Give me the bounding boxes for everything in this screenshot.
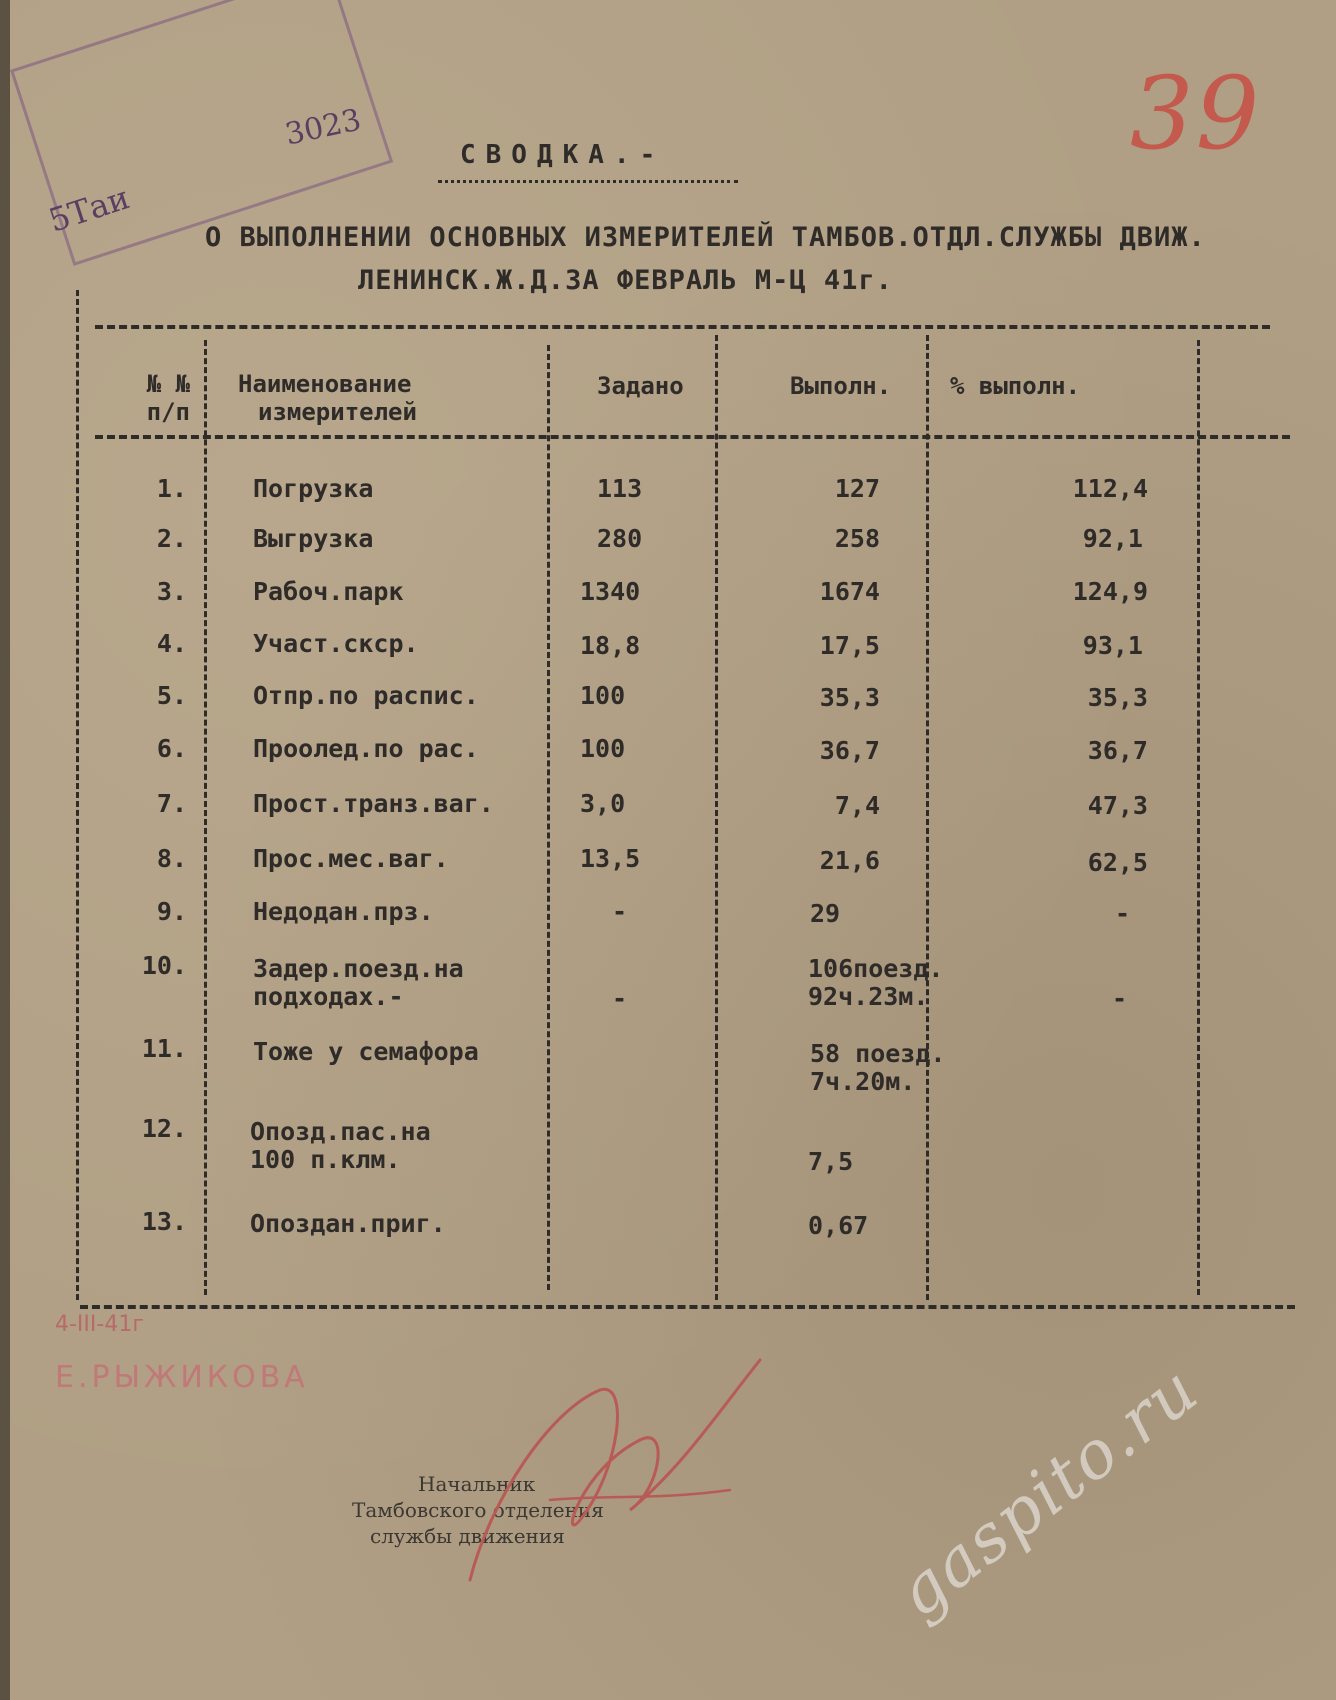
row-num: 2. — [156, 524, 187, 553]
row-percent: 62,5 — [1087, 848, 1148, 877]
row-percent: - — [1115, 899, 1131, 928]
row-name — [250, 1118, 431, 1174]
row-name: Прос.мес.ваг. — [253, 844, 449, 873]
row-num: 4. — [156, 629, 187, 658]
table-header-rule — [95, 435, 1290, 439]
header-num-line2: п/п — [146, 398, 190, 426]
row-done: 0,67 — [808, 1211, 869, 1240]
document-heading: СВОДКА.- — [460, 140, 666, 170]
row-percent: 36,7 — [1087, 736, 1148, 765]
signature-line2: Тамбовского отделения — [352, 1498, 604, 1522]
row-done-line1: 58 поезд. — [810, 1039, 946, 1068]
table-col-divider-1 — [204, 340, 207, 1295]
header-name-line1: Наименование — [238, 370, 412, 398]
row-planned: 3,0 — [580, 789, 626, 818]
row-done: 36,7 — [819, 736, 880, 765]
row-done: 7,5 — [808, 1147, 854, 1176]
row-percent: 92,1 — [1082, 524, 1143, 553]
row-done: 1674 — [819, 577, 880, 606]
row-num: 7. — [156, 789, 187, 818]
row-done: 127 — [834, 474, 880, 503]
row-done: 29 — [810, 899, 841, 928]
signature-line1: Начальник — [418, 1472, 536, 1496]
document-subtitle-line1: О ВЫПОЛНЕНИИ ОСНОВНЫХ ИЗМЕРИТЕЛЕЙ ТАМБОВ.ОТДЛ.СЛУЖБЫ ДВИЖ. — [205, 222, 1206, 253]
row-done: 35,3 — [819, 683, 880, 712]
row-name: Рабоч.парк — [253, 577, 404, 606]
row-planned: 18,8 — [580, 631, 641, 660]
row-done-line2: 7ч.20м. — [810, 1067, 916, 1096]
row-name-line2: 100 п.клм. — [250, 1145, 401, 1174]
row-done-line1: 106поезд. — [808, 954, 944, 983]
stamp-code: 5Таи — [44, 178, 134, 240]
row-done: 7,4 — [834, 791, 880, 820]
row-percent: 35,3 — [1087, 683, 1148, 712]
row-name-line2: подходах.- — [253, 982, 404, 1011]
row-percent: 93,1 — [1082, 631, 1143, 660]
table-top-rule — [95, 325, 1270, 329]
stamp-number: 3023 — [282, 102, 365, 153]
row-name: Проолед.по рас. — [253, 734, 479, 763]
row-done — [808, 955, 943, 1011]
row-done-line2: 92ч.23м. — [808, 982, 929, 1011]
table-col-divider-2 — [547, 345, 550, 1290]
heading-underline — [438, 180, 738, 183]
row-num: 13. — [141, 1207, 187, 1236]
row-name-line1: Задер.поезд.на — [253, 954, 464, 983]
row-name: Отпр.по распис. — [253, 681, 479, 710]
row-name-line1: Опозд.пас.на — [250, 1117, 431, 1146]
header-name — [238, 370, 417, 426]
row-planned: 100 — [580, 734, 626, 763]
row-planned: - — [612, 897, 628, 926]
row-num: 12. — [141, 1114, 187, 1143]
row-name: Погрузка — [253, 474, 374, 503]
row-planned: 280 — [597, 524, 643, 553]
header-planned: Задано — [597, 372, 684, 400]
row-percent: 124,9 — [1072, 577, 1148, 606]
table-left-border — [76, 290, 79, 1300]
handwritten-signature — [430, 1350, 810, 1610]
header-done: Выполн. — [790, 372, 892, 400]
table-bottom-rule — [80, 1305, 1295, 1309]
row-planned: 13,5 — [580, 844, 641, 873]
table-col-divider-3 — [715, 335, 718, 1300]
row-num: 5. — [156, 681, 187, 710]
handwritten-name: Е.РЫЖИКОВА — [55, 1360, 309, 1395]
row-planned: 113 — [597, 474, 643, 503]
binding-edge — [0, 0, 10, 1700]
table-right-border — [1197, 340, 1200, 1295]
row-num: 6. — [156, 734, 187, 763]
row-num: 10. — [141, 951, 187, 980]
row-num: 11. — [141, 1034, 187, 1063]
row-planned: - — [612, 984, 628, 1013]
row-done: 21,6 — [819, 846, 880, 875]
row-name: Прост.транз.ваг. — [253, 789, 494, 818]
row-name: Опоздан.приг. — [250, 1209, 446, 1238]
row-percent: 47,3 — [1087, 791, 1148, 820]
header-num-line1: № № — [146, 370, 190, 398]
row-done: 17,5 — [819, 631, 880, 660]
table-col-divider-4 — [926, 335, 929, 1300]
row-percent: - — [1112, 984, 1128, 1013]
document-subtitle-line2: ЛЕНИНСК.Ж.Д.ЗА ФЕВРАЛЬ М-Ц 41г. — [358, 265, 893, 296]
header-num — [105, 370, 190, 426]
row-name: Выгрузка — [253, 524, 374, 553]
signature-line3: службы движения — [370, 1524, 565, 1548]
header-name-line2: измерителей — [258, 398, 417, 426]
row-done: 258 — [834, 524, 880, 553]
row-percent: 112,4 — [1072, 474, 1148, 503]
row-num: 8. — [156, 844, 187, 873]
watermark-text: gaspito.ru — [882, 1350, 1213, 1632]
row-name — [253, 955, 464, 1011]
row-num: 1. — [156, 474, 187, 503]
row-planned: 100 — [580, 681, 626, 710]
header-percent: % выполн. — [950, 372, 1081, 400]
row-num: 9. — [156, 897, 187, 926]
row-done — [810, 1040, 945, 1096]
page-number: 39 — [1130, 55, 1262, 172]
row-name: Недодан.прз. — [253, 897, 434, 926]
row-name: Участ.скср. — [253, 629, 419, 658]
row-planned: 1340 — [580, 577, 641, 606]
row-num: 3. — [156, 577, 187, 606]
handwritten-date: 4-III-41г — [55, 1312, 144, 1337]
row-name: Тоже у семафора — [253, 1037, 479, 1066]
